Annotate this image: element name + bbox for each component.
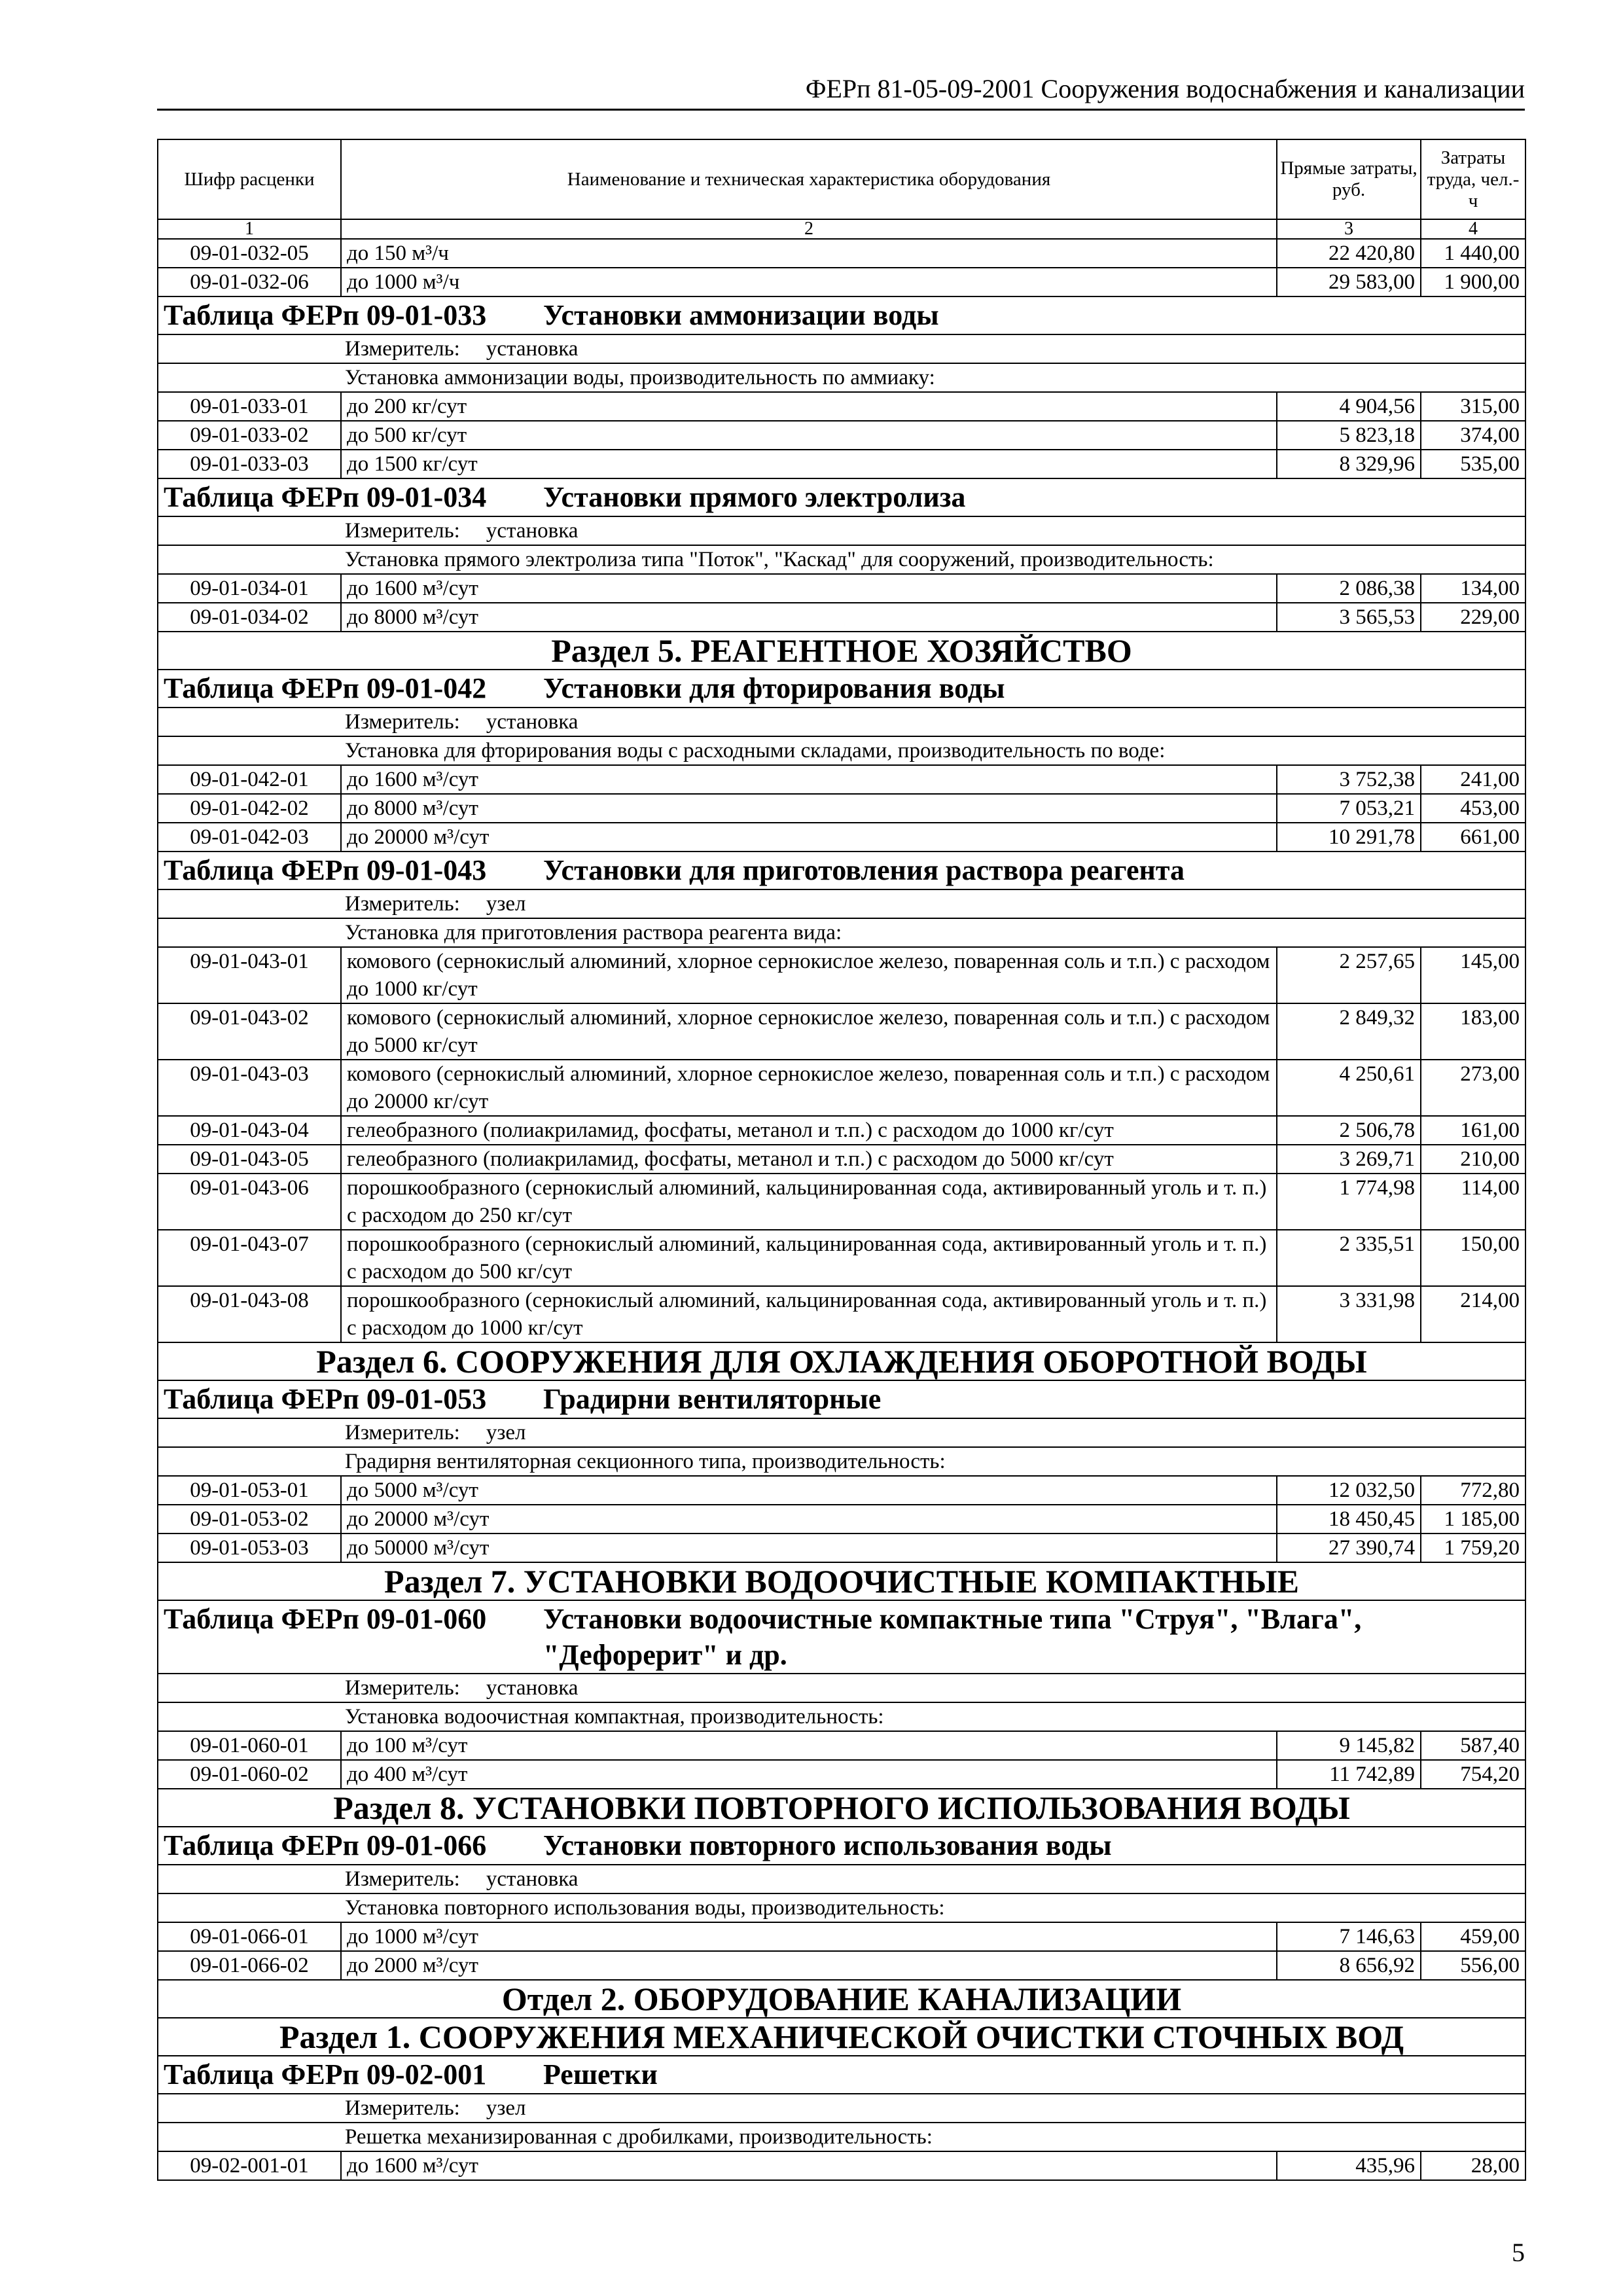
row-cost: 12 032,50 [1277,1476,1421,1505]
row-cost: 5 823,18 [1277,421,1421,450]
row-cost: 4 250,61 [1277,1060,1421,1116]
meter-value: установка [486,710,579,734]
row-code: 09-01-066-01 [158,1922,341,1951]
row-code: 09-01-043-08 [158,1286,341,1342]
table-row [158,1476,1525,1505]
row-labor: 28,00 [1421,2151,1525,2180]
table-row [158,268,1525,296]
row-labor: 210,00 [1421,1145,1525,1174]
table-title: Установки для фторирования воды [543,672,1005,704]
row-labor: 273,00 [1421,1060,1525,1116]
meter-label: Измеритель: [345,1676,460,1700]
column-number: 1 [158,219,341,239]
row-labor: 772,80 [1421,1476,1525,1505]
meter-label: Измеритель: [345,1867,460,1891]
group-description: Решетка механизированная с дробилками, производительность: [158,2123,1525,2151]
row-labor: 229,00 [1421,603,1525,632]
table-row [158,1116,1525,1145]
row-code: 09-02-001-01 [158,2151,341,2180]
row-name: до 8000 м³/сут [341,603,1277,632]
row-cost: 3 565,53 [1277,603,1421,632]
row-name: гелеобразного (полиакриламид, фосфаты, метанол и т.п.) с расходом до 5000 кг/сут [341,1145,1277,1174]
table-row [158,603,1525,632]
header-labor: Затраты труда, чел.-ч [1421,139,1525,219]
meter-label: Измеритель: [345,2096,460,2120]
meter-value: установка [486,1676,579,1700]
section-heading-row [158,1562,1525,1600]
header-code: Шифр расценки [158,139,341,219]
section-heading: Раздел 1. СООРУЖЕНИЯ МЕХАНИЧЕСКОЙ ОЧИСТКИ СТОЧНЫХ ВОД [158,2018,1525,2056]
table-title: Установки повторного использования воды [543,1829,1112,1861]
row-cost: 8 656,92 [1277,1951,1421,1980]
row-code: 09-01-053-02 [158,1505,341,1534]
meter-value: установка [486,337,579,361]
row-code: 09-01-060-02 [158,1760,341,1789]
row-cost: 27 390,74 [1277,1534,1421,1562]
table-row [158,1731,1525,1760]
row-cost: 3 752,38 [1277,765,1421,794]
meter-row [158,889,1525,918]
row-code: 09-01-060-01 [158,1731,341,1760]
group-row [158,363,1525,392]
row-code: 09-01-053-01 [158,1476,341,1505]
meter-row [158,1865,1525,1893]
row-labor: 241,00 [1421,765,1525,794]
row-code: 09-01-033-03 [158,450,341,478]
row-labor: 661,00 [1421,823,1525,852]
row-name: комового (сернокислый алюминий, хлорное сернокислое железо, поваренная соль и т.п.) с расходом до 5000 кг/сут [341,1003,1277,1060]
row-code: 09-01-042-03 [158,823,341,852]
table-row [158,1951,1525,1980]
row-cost: 7 053,21 [1277,794,1421,823]
row-name: до 2000 м³/сут [341,1951,1277,1980]
row-labor: 145,00 [1421,947,1525,1003]
meter-value: узел [486,892,526,916]
meter-row [158,708,1525,736]
row-name: до 1500 кг/сут [341,450,1277,478]
row-name: до 20000 м³/сут [341,1505,1277,1534]
table-row [158,1003,1525,1060]
row-cost: 435,96 [1277,2151,1421,2180]
row-name: до 50000 м³/сут [341,1534,1277,1562]
group-row [158,2123,1525,2151]
meter-row [158,334,1525,363]
table-row [158,2151,1525,2180]
row-name: гелеобразного (полиакриламид, фосфаты, метанол и т.п.) с расходом до 1000 кг/сут [341,1116,1277,1145]
row-code: 09-01-033-02 [158,421,341,450]
row-code: 09-01-033-01 [158,392,341,421]
row-name: до 1000 м³/сут [341,1922,1277,1951]
section-heading: Раздел 8. УСТАНОВКИ ПОВТОРНОГО ИСПОЛЬЗОВАНИЯ ВОДЫ [158,1789,1525,1827]
meter-value: установка [486,519,579,543]
row-name: до 5000 м³/сут [341,1476,1277,1505]
section-heading-row [158,1342,1525,1380]
group-row [158,1447,1525,1476]
row-labor: 315,00 [1421,392,1525,421]
row-labor: 1 759,20 [1421,1534,1525,1562]
row-cost: 3 269,71 [1277,1145,1421,1174]
row-cost: 3 331,98 [1277,1286,1421,1342]
group-description: Установка повторного использования воды, производительность: [158,1893,1525,1922]
row-name: до 500 кг/сут [341,421,1277,450]
group-row [158,545,1525,574]
row-labor: 214,00 [1421,1286,1525,1342]
table-title-row [158,478,1525,516]
group-description: Установка водоочистная компактная, производительность: [158,1702,1525,1731]
group-description: Градирня вентиляторная секционного типа, производительность: [158,1447,1525,1476]
group-description: Установка прямого электролиза типа "Поток", "Каскад" для сооружений, производительность: [158,545,1525,574]
row-code: 09-01-032-05 [158,239,341,268]
table-row [158,1505,1525,1534]
row-cost: 2 849,32 [1277,1003,1421,1060]
section-heading: Раздел 5. РЕАГЕНТНОЕ ХОЗЯЙСТВО [158,632,1525,670]
row-name: до 200 кг/сут [341,392,1277,421]
row-labor: 150,00 [1421,1230,1525,1286]
table-number: Таблица ФЕРп 09-01-060 [164,1603,487,1635]
group-row [158,1893,1525,1922]
row-code: 09-01-066-02 [158,1951,341,1980]
row-code: 09-01-043-05 [158,1145,341,1174]
page-number: 5 [1512,2238,1525,2267]
table-number: Таблица ФЕРп 09-01-066 [164,1829,487,1861]
row-name: до 1600 м³/сут [341,2151,1277,2180]
meter-label: Измеритель: [345,337,460,361]
table-number: Таблица ФЕРп 09-01-033 [164,299,487,331]
row-code: 09-01-043-07 [158,1230,341,1286]
group-row [158,736,1525,765]
table-number: Таблица ФЕРп 09-01-042 [164,672,487,704]
row-cost: 8 329,96 [1277,450,1421,478]
row-labor: 754,20 [1421,1760,1525,1789]
row-labor: 459,00 [1421,1922,1525,1951]
column-number: 4 [1421,219,1525,239]
meter-row [158,516,1525,545]
row-name: до 400 м³/сут [341,1760,1277,1789]
row-code: 09-01-032-06 [158,268,341,296]
table-row [158,1286,1525,1342]
table-row [158,1174,1525,1230]
row-cost: 18 450,45 [1277,1505,1421,1534]
meter-row [158,1418,1525,1447]
meter-label: Измеритель: [345,1421,460,1444]
row-name: до 8000 м³/сут [341,794,1277,823]
table-row [158,1760,1525,1789]
table-number: Таблица ФЕРп 09-01-053 [164,1383,487,1415]
row-name: порошкообразного (сернокислый алюминий, кальцинированная сода, активированный уголь и т. п.) с расходом до 1000 кг/сут [341,1286,1277,1342]
price-table [157,139,1526,2181]
row-cost: 1 774,98 [1277,1174,1421,1230]
table-title-row [158,852,1525,889]
row-name: порошкообразного (сернокислый алюминий, кальцинированная сода, активированный уголь и т. п.) с расходом до 250 кг/сут [341,1174,1277,1230]
table-title: Градирни вентиляторные [543,1383,882,1415]
table-row [158,1534,1525,1562]
table-number: Таблица ФЕРп 09-01-043 [164,854,487,886]
row-name: до 20000 м³/сут [341,823,1277,852]
table-row [158,1230,1525,1286]
meter-label: Измеритель: [345,710,460,734]
table-row [158,765,1525,794]
division-heading: Отдел 2. ОБОРУДОВАНИЕ КАНАЛИЗАЦИИ [158,1980,1525,2018]
meter-value: узел [486,2096,526,2120]
table-row [158,1922,1525,1951]
row-code: 09-01-043-03 [158,1060,341,1116]
running-header: ФЕРп 81-05-09-2001 Сооружения водоснабжения и канализации [157,73,1525,111]
row-name: до 1000 м³/ч [341,268,1277,296]
table-title: Установки для приготовления раствора реагента [543,854,1185,886]
table-title: Установки аммонизации воды [543,299,939,331]
group-description: Установка для фторирования воды с расходными складами, производительность по воде: [158,736,1525,765]
row-labor: 1 185,00 [1421,1505,1525,1534]
row-cost: 7 146,63 [1277,1922,1421,1951]
row-labor: 587,40 [1421,1731,1525,1760]
row-code: 09-01-043-02 [158,1003,341,1060]
row-cost: 2 257,65 [1277,947,1421,1003]
row-cost: 29 583,00 [1277,268,1421,296]
table-row [158,1060,1525,1116]
column-number: 2 [341,219,1277,239]
group-description: Установка для приготовления раствора реагента вида: [158,918,1525,947]
row-labor: 374,00 [1421,421,1525,450]
group-description: Установка аммонизации воды, производительность по аммиаку: [158,363,1525,392]
table-title-row [158,1600,1525,1674]
row-labor: 1 900,00 [1421,268,1525,296]
row-cost: 2 506,78 [1277,1116,1421,1145]
group-row [158,918,1525,947]
meter-row [158,2094,1525,2123]
table-row [158,239,1525,268]
row-cost: 2 335,51 [1277,1230,1421,1286]
row-name: комового (сернокислый алюминий, хлорное сернокислое железо, поваренная соль и т.п.) с расходом до 20000 кг/сут [341,1060,1277,1116]
row-code: 09-01-034-01 [158,574,341,603]
row-code: 09-01-043-04 [158,1116,341,1145]
row-labor: 134,00 [1421,574,1525,603]
table-title-row [158,2056,1525,2094]
table-row [158,392,1525,421]
header-name: Наименование и техническая характеристика оборудования [341,139,1277,219]
table-row [158,1145,1525,1174]
row-labor: 535,00 [1421,450,1525,478]
row-labor: 453,00 [1421,794,1525,823]
row-cost: 10 291,78 [1277,823,1421,852]
table-row [158,574,1525,603]
row-code: 09-01-043-01 [158,947,341,1003]
row-code: 09-01-042-01 [158,765,341,794]
meter-label: Измеритель: [345,892,460,916]
row-code: 09-01-034-02 [158,603,341,632]
row-cost: 4 904,56 [1277,392,1421,421]
row-labor: 114,00 [1421,1174,1525,1230]
header-cost: Прямые затраты, руб. [1277,139,1421,219]
row-name: до 150 м³/ч [341,239,1277,268]
row-labor: 161,00 [1421,1116,1525,1145]
meter-label: Измеритель: [345,519,460,543]
row-labor: 183,00 [1421,1003,1525,1060]
meter-value: узел [486,1421,526,1444]
section-heading: Раздел 7. УСТАНОВКИ ВОДООЧИСТНЫЕ КОМПАКТНЫЕ [158,1562,1525,1600]
table-title-continued: "Дефорерит" и др. [543,1639,787,1671]
row-name: комового (сернокислый алюминий, хлорное сернокислое железо, поваренная соль и т.п.) с расходом до 1000 кг/сут [341,947,1277,1003]
table-number: Таблица ФЕРп 09-02-001 [164,2058,487,2090]
table-row [158,421,1525,450]
column-number: 3 [1277,219,1421,239]
row-labor: 556,00 [1421,1951,1525,1980]
column-number-row [158,219,1525,239]
table-title: Установки прямого электролиза [543,481,966,513]
table-row [158,947,1525,1003]
table-title-row [158,1827,1525,1865]
table-row [158,794,1525,823]
row-cost: 11 742,89 [1277,1760,1421,1789]
table-title-row [158,670,1525,708]
row-cost: 22 420,80 [1277,239,1421,268]
table-title-row [158,296,1525,334]
row-code: 09-01-043-06 [158,1174,341,1230]
table-title: Решетки [543,2058,658,2090]
table-row [158,450,1525,478]
section-heading: Раздел 6. СООРУЖЕНИЯ ДЛЯ ОХЛАЖДЕНИЯ ОБОРОТНОЙ ВОДЫ [158,1342,1525,1380]
row-name: порошкообразного (сернокислый алюминий, кальцинированная сода, активированный уголь и т. п.) с расходом до 500 кг/сут [341,1230,1277,1286]
row-code: 09-01-053-03 [158,1534,341,1562]
table-number: Таблица ФЕРп 09-01-034 [164,481,487,513]
meter-row [158,1674,1525,1702]
table-title-row [158,1380,1525,1418]
table-header-row [158,139,1525,219]
row-labor: 1 440,00 [1421,239,1525,268]
section-heading-row [158,2018,1525,2056]
table-title: Установки водоочистные компактные типа "Струя", "Влага", [543,1603,1362,1635]
section-heading-row [158,1789,1525,1827]
group-row [158,1702,1525,1731]
row-cost: 2 086,38 [1277,574,1421,603]
row-name: до 1600 м³/сут [341,574,1277,603]
row-cost: 9 145,82 [1277,1731,1421,1760]
row-name: до 1600 м³/сут [341,765,1277,794]
row-name: до 100 м³/сут [341,1731,1277,1760]
table-row [158,823,1525,852]
section-heading-row [158,632,1525,670]
meter-value: установка [486,1867,579,1891]
row-code: 09-01-042-02 [158,794,341,823]
division-heading-row [158,1980,1525,2018]
